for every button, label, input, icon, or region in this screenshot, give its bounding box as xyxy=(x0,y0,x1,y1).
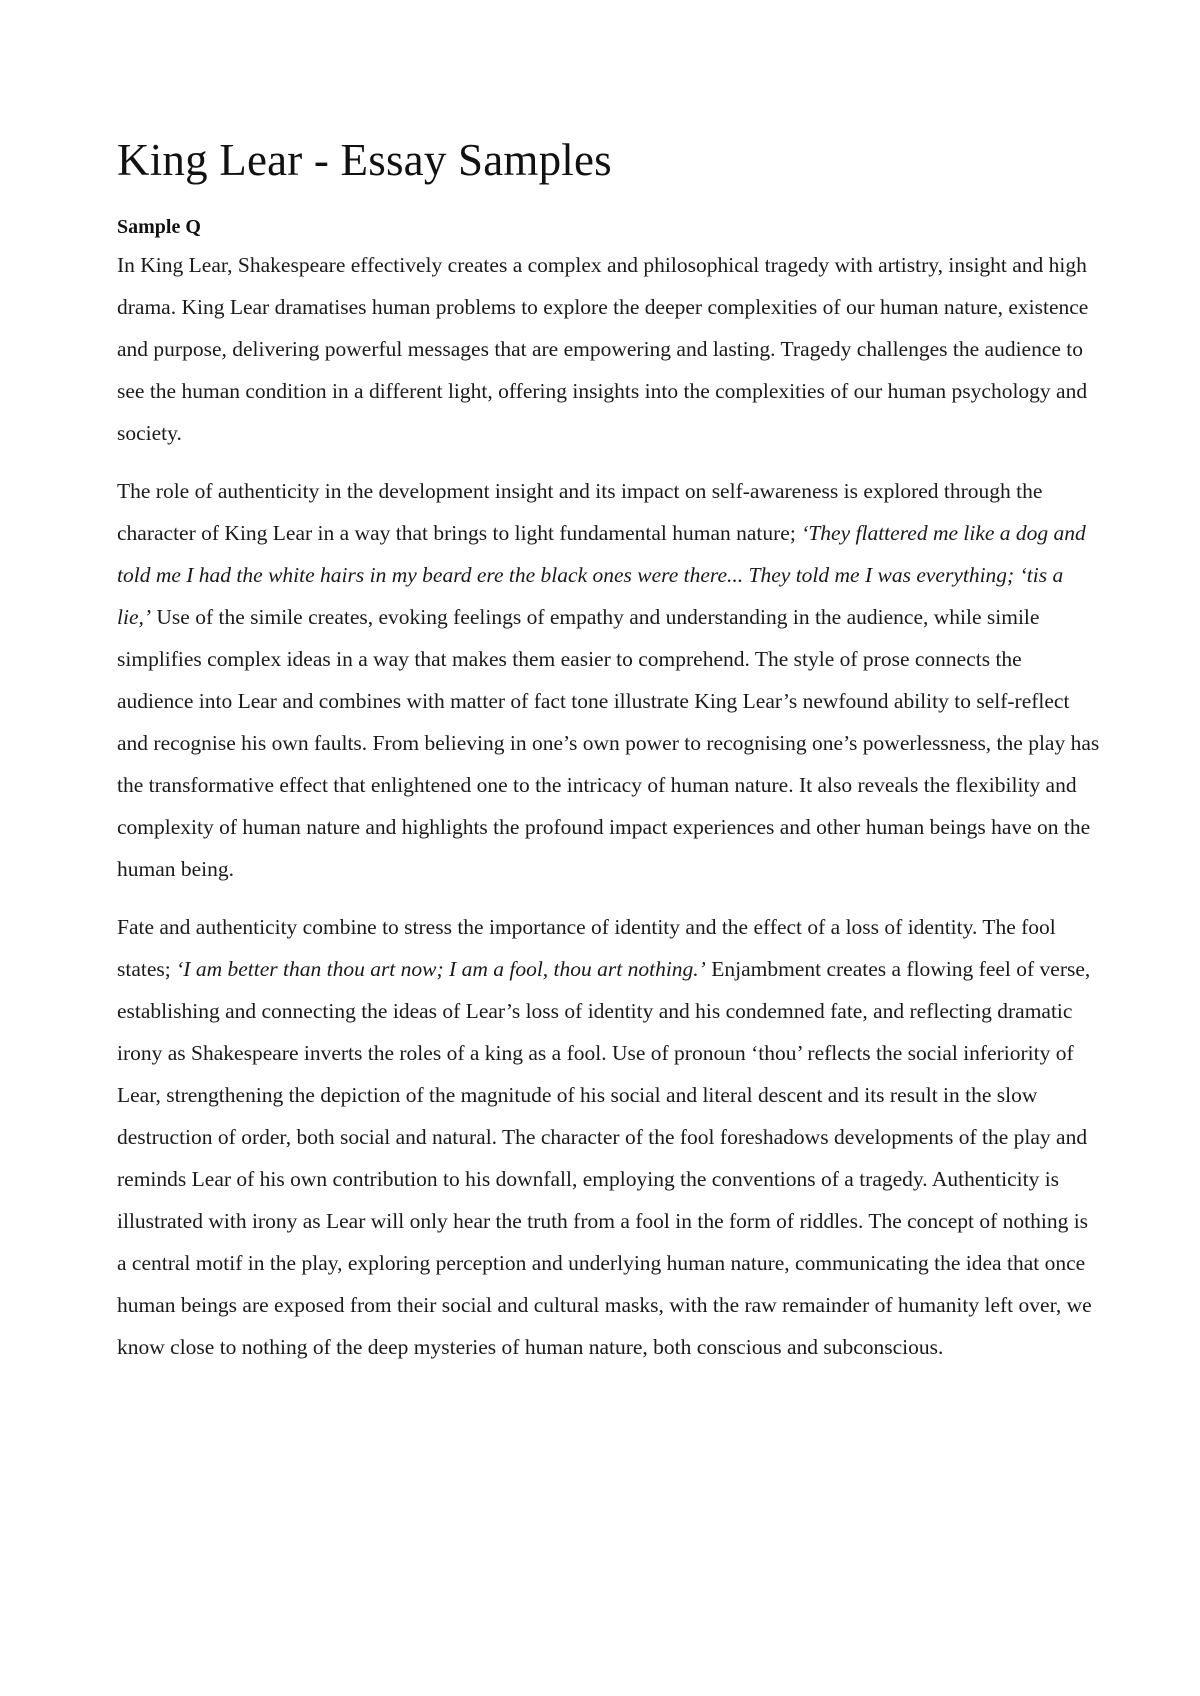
paragraph-text: Enjambment creates a flowing feel of verse, establishing and connecting the ideas of Lear’s loss of identity and his condemned fate, and reflecting dramatic irony as Shakespeare inverts the roles of a king as a fool. Use of pronoun ‘thou’ reflects the social inferiority of Lear, strengthening the depiction of the magnitude of his social and literal descent and its result in the slow destruction of order, both social and natural. The character of the fool foreshadows developments of the play and reminds Lear of his own contribution to his downfall, employing the conventions of a tragedy. Authenticity is illustrated with irony as Lear will only hear the truth from a fool in the form of riddles. The concept of nothing is a central motif in the play, exploring perception and underlying human nature, communicating the idea that once human beings are exposed from their social and cultural masks, with the raw remainder of humanity left over, we know close to nothing of the deep mysteries of human nature, both conscious and subconscious. xyxy=(117,957,1092,1359)
quotation: ‘They flattered me like a dog and told me I had the white hairs in my beard ere the black ones were there... They told me I was everything; ‘tis a lie,’ xyxy=(117,521,1086,629)
document-title: King Lear - Essay Samples xyxy=(117,135,612,185)
paragraph-text: Use of the simile creates, evoking feelings of empathy and understanding in the audience, while simile simplifies complex ideas in a way that makes them easier to comprehend. The style of prose connects the audience into Lear and combines with matter of fact tone illustrate King Lear’s newfound ability to self-reflect and recognise his own faults. From believing in one’s own power to recognising one’s powerlessness, the play has the transformative effect that enlightened one to the intricacy of human nature. It also reveals the flexibility and complexity of human nature and highlights the profound impact experiences and other human beings have on the human being. xyxy=(117,605,1100,881)
paragraph-fate-identity xyxy=(117,906,1101,1368)
quotation: ‘I am better than thou art now; I am a fool, thou art nothing.’ xyxy=(176,957,706,981)
paragraph-text: The role of authenticity in the development insight and its impact on self-awareness is explored through the character of King Lear in a way that brings to light fundamental human nature; xyxy=(117,479,1043,545)
paragraph-text: In King Lear, Shakespeare effectively creates a complex and philosophical tragedy with artistry, insight and high drama. King Lear dramatises human problems to explore the deeper complexities of our human nature, existence and purpose, delivering powerful messages that are empowering and lasting. Tragedy challenges the audience to see the human condition in a different light, offering insights into the complexities of our human psychology and society. xyxy=(117,253,1089,445)
document-body xyxy=(117,128,1101,1368)
paragraph-intro xyxy=(117,244,1101,454)
paragraph-authenticity xyxy=(117,470,1101,890)
paragraph-text: Fate and authenticity combine to stress the importance of identity and the effect of a loss of identity. The fool states; xyxy=(117,915,1056,981)
sample-heading: Sample Q xyxy=(117,216,201,238)
